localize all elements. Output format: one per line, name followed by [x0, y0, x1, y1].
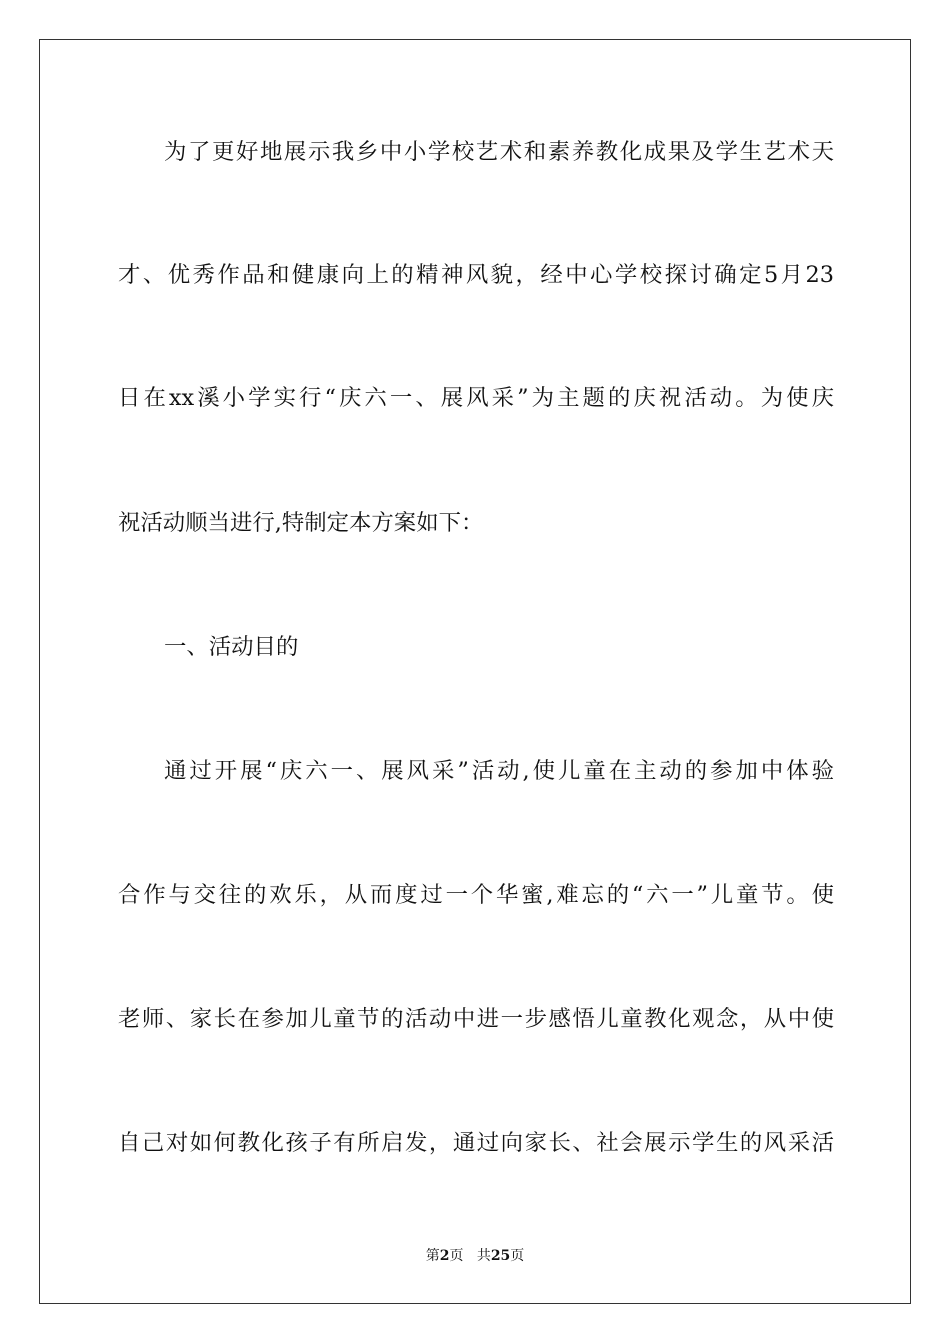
paragraph-line-8: 自己对如何教化孩子有所启发，通过向家长、社会展示学生的风采活 [118, 1130, 834, 1156]
paragraph-line-3: 日在xx溪小学实行“庆六一、展风采”为主题的庆祝活动。为使庆 [118, 385, 834, 411]
footer-total-pages: 25 [490, 1248, 511, 1264]
paragraph-line-1: 为了更好地展示我乡中小学校艺术和素养教化成果及学生艺术天 [164, 139, 834, 165]
footer-page-suffix: 页 [449, 1248, 464, 1264]
footer-total-suffix: 页 [510, 1248, 525, 1264]
footer-total-prefix: 共 [476, 1248, 491, 1264]
paragraph-line-4: 祝活动顺当进行,特制定本方案如下： [118, 510, 484, 536]
page-border [39, 39, 911, 1304]
footer-page-number: 2 [439, 1248, 450, 1264]
paragraph-line-2: 才、优秀作品和健康向上的精神风貌，经中心学校探讨确定5月23 [118, 262, 834, 288]
footer-page-prefix: 第 [425, 1248, 440, 1264]
paragraph-line-5: 通过开展“庆六一、展风采”活动,使儿童在主动的参加中体验 [164, 758, 834, 784]
paragraph-line-7: 老师、家长在参加儿童节的活动中进一步感悟儿童教化观念，从中使 [118, 1006, 834, 1032]
paragraph-line-6: 合作与交往的欢乐，从而度过一个华蜜,难忘的“六一”儿童节。使 [118, 882, 834, 908]
section-heading-1: 一、活动目的 [164, 634, 299, 660]
page-footer [0, 1246, 950, 1266]
